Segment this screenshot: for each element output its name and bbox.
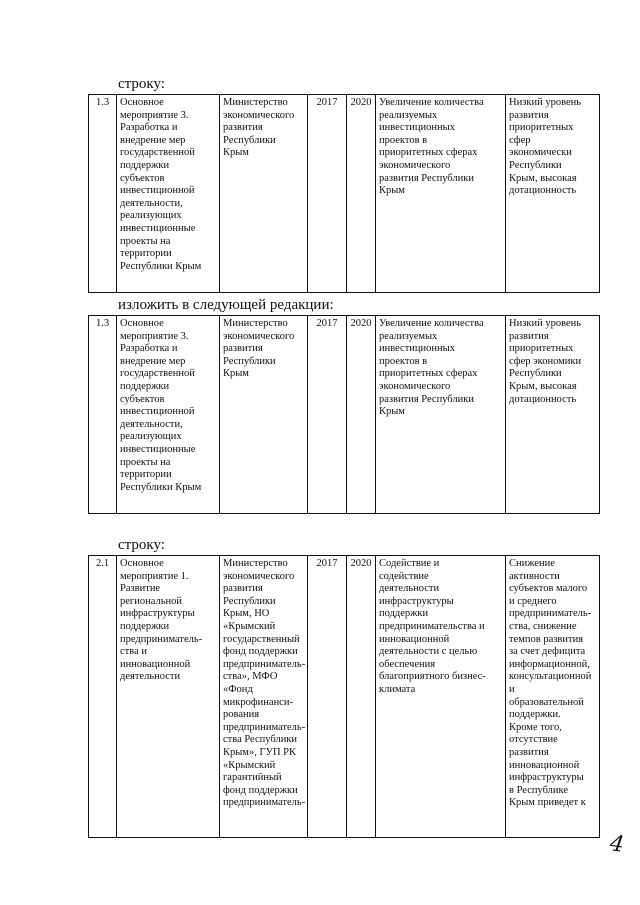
table-current-row	[88, 94, 600, 293]
executor: Министерство экономического развития Республики Крым	[223, 318, 295, 380]
section-label-new-edition: изложить в следующей редакции:	[118, 297, 334, 313]
end-year: 2020	[347, 316, 376, 514]
expected-result: Содействие и содействие деятельности инфраструктуры поддержки предпринимательства и инновационной деятельности с целью обеспечения благоприятного бизнес- климата	[379, 558, 486, 695]
end-year: 2020	[347, 556, 376, 838]
table-new-edition	[88, 315, 600, 514]
event-name: Основное мероприятие 1. Развитие региональной инфраструктуры поддержки предприниматель- ства и инновационной деятельности	[120, 558, 203, 683]
row-number: 1.3	[89, 316, 117, 514]
expected-result: Увеличение количества реализуемых инвестиционных проектов в приоритетных сферах экономического развития Республики Крым	[379, 318, 484, 418]
row-number: 2.1	[89, 556, 117, 838]
row-number: 1.3	[89, 95, 117, 293]
end-year: 2020	[347, 95, 376, 293]
table-row	[89, 316, 600, 514]
expected-result: Увеличение количества реализуемых инвестиционных проектов в приоритетных сферах экономического развития Республики Крым	[379, 97, 484, 197]
consequences: Низкий уровень развития приоритетных сфер экономики Республики Крым, высокая дотационность	[509, 318, 582, 405]
consequences: Снижение активности субъектов малого и среднего предприниматель- ства, снижение темпов развития за счет дефицита информационной, консультационной и образовательной поддержки. Кроме того, отсутствие развития инновационной инфраструктуры в Республике Крым приведет к	[509, 558, 592, 809]
table-row-2-1	[88, 555, 600, 838]
start-year: 2017	[308, 316, 347, 514]
table-row	[89, 556, 600, 838]
event-name: Основное мероприятие 3. Разработка и внедрение мер государственной поддержки субъектов инвестиционной деятельности, реализующих инвестиционные проекты на территории Республики Крым	[120, 318, 202, 493]
consequences: Низкий уровень развития приоритетных сфер экономически Республики Крым, высокая дотационность	[509, 97, 582, 197]
executor: Министерство экономического развития Республики Крым, НО «Крымский государственный фонд поддержки предприниматель- ства», МФО «Фонд микрофинанси- рования предприниматель- ства Республики Крым», ГУП РК «Крымский гарантийный фонд поддержки предприниматель-	[223, 558, 306, 809]
event-name: Основное мероприятие 3. Разработка и внедрение мер государственной поддержки субъектов инвестиционной деятельности, реализующих инвестиционные проекты на территории Республики Крым	[120, 97, 202, 272]
executor: Министерство экономического развития Республики Крым	[223, 97, 295, 159]
section-label-row-2: строку:	[118, 537, 165, 553]
section-label-row: строку:	[118, 76, 165, 92]
page-number: 4	[608, 831, 626, 858]
start-year: 2017	[308, 95, 347, 293]
start-year: 2017	[308, 556, 347, 838]
table-row	[89, 95, 600, 293]
